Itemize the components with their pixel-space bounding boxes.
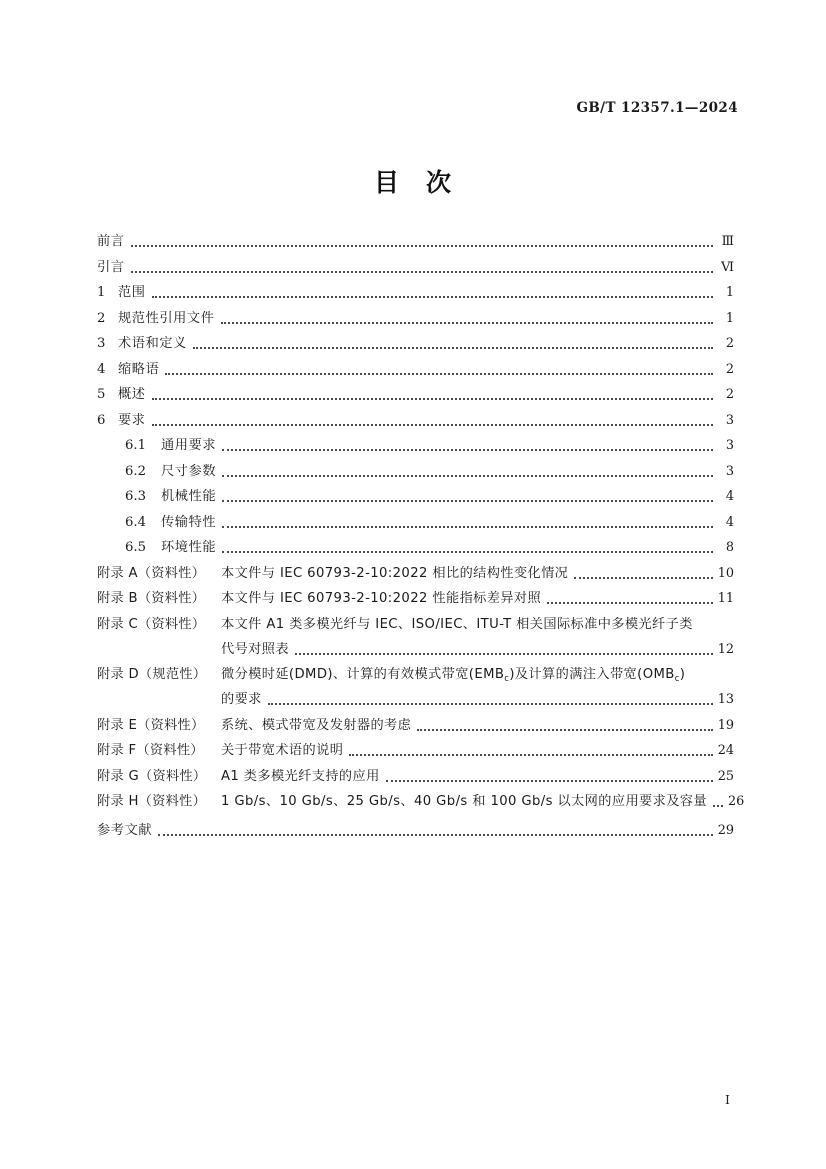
- toc-page-number: 24: [717, 743, 734, 758]
- toc-entry-clause-3[interactable]: [97, 336, 734, 352]
- toc-page-number: 4: [725, 489, 734, 504]
- toc-label: 术语和定义: [118, 336, 187, 351]
- annex-d-part3: ): [679, 667, 686, 682]
- toc-clause-number: 2: [97, 310, 106, 326]
- omb-subscript: c: [674, 672, 680, 683]
- toc-clause-number: 5: [97, 387, 106, 402]
- toc-entry-subclause-6-5[interactable]: [97, 540, 734, 556]
- annex-d-part1: 微分模时延(DMD)、计算的有效模式带宽(EMB: [221, 667, 505, 682]
- toc-clause-number: 6: [97, 412, 106, 428]
- emb-subscript: c: [504, 672, 510, 683]
- toc-entry-foreword[interactable]: [97, 234, 734, 250]
- toc-label: 缩略语: [118, 361, 160, 377]
- dot-leader: [152, 394, 713, 400]
- folio-page-number: Ⅰ: [725, 1092, 730, 1107]
- standard-code: GB/T 12357.1—2024: [576, 100, 738, 116]
- dot-leader: [386, 776, 713, 782]
- toc-entry-clause-1[interactable]: [97, 285, 734, 301]
- toc-entry-annex-c[interactable]: [97, 617, 734, 658]
- toc-label: 环境性能: [161, 540, 217, 555]
- toc-page-number: 2: [725, 387, 734, 402]
- toc-page-number: 11: [717, 591, 734, 606]
- title-char-2: 次: [426, 168, 453, 197]
- toc-annex-title: A1 类多模光纤支持的应用: [221, 768, 380, 784]
- toc-entry-clause-6[interactable]: [97, 413, 734, 429]
- toc-page-number: 25: [717, 768, 734, 784]
- dot-leader: [268, 699, 713, 705]
- toc-page-number: Ⅲ: [721, 234, 734, 249]
- toc-annex-key: 附录 A（资料性）: [97, 565, 206, 581]
- toc-label: 引言: [97, 259, 125, 275]
- toc-entry-clause-5[interactable]: [97, 387, 734, 403]
- toc-label: 机械性能: [161, 489, 217, 504]
- toc-page-number: 3: [725, 412, 734, 428]
- toc-page-number: 8: [725, 540, 734, 555]
- toc-label: 概述: [118, 387, 146, 402]
- toc-page-number: 4: [725, 514, 734, 530]
- dot-leader: [152, 420, 713, 426]
- toc-page-number: 2: [725, 336, 734, 351]
- title-char-1: 目: [373, 168, 400, 197]
- toc-annex-title: [221, 667, 685, 683]
- dot-leader: [574, 573, 712, 579]
- toc-label: 通用要求: [161, 438, 217, 453]
- toc-entry-annex-a[interactable]: [97, 566, 734, 582]
- toc-annex-title: 关于带宽术语的说明: [221, 743, 344, 758]
- toc-label: 要求: [118, 412, 146, 428]
- dot-leader: [131, 267, 713, 273]
- toc-entry-subclause-6-3[interactable]: [97, 489, 734, 505]
- toc-page-number: 26: [727, 794, 745, 809]
- toc-annex-title: 1 Gb/s、10 Gb/s、25 Gb/s、40 Gb/s 和 100 Gb/s 以太网的应用要求及容量: [221, 794, 707, 809]
- dot-leader: [158, 830, 713, 836]
- annex-d-part2: )及计算的满注入带宽(OMB: [509, 667, 675, 682]
- toc-entry-subclause-6-1[interactable]: [97, 438, 734, 454]
- dot-leader: [417, 725, 712, 731]
- toc-entry-subclause-6-2[interactable]: [97, 464, 734, 480]
- toc-entry-annex-e[interactable]: [97, 718, 734, 734]
- dot-leader: [222, 547, 713, 553]
- toc-subclause-number: 6.5: [125, 540, 146, 555]
- toc-entry-clause-4[interactable]: [97, 362, 734, 378]
- toc-subclause-number: 6.2: [125, 463, 146, 479]
- toc-annex-key: 附录 B（资料性）: [97, 591, 206, 606]
- dot-leader: [222, 522, 713, 528]
- toc-page-number: 1: [725, 310, 734, 326]
- dot-leader: [152, 292, 713, 298]
- toc-entry-annex-f[interactable]: [97, 743, 734, 759]
- page-title: [0, 163, 826, 199]
- dot-leader: [193, 343, 713, 349]
- toc-subclause-number: 6.1: [125, 438, 146, 453]
- toc-annex-key: 附录 H（资料性）: [97, 794, 207, 809]
- toc-annex-key: 附录 E（资料性）: [97, 717, 205, 733]
- toc-page-number: 3: [725, 463, 734, 479]
- toc-label: 传输特性: [161, 514, 217, 530]
- dot-leader: [222, 445, 713, 451]
- dot-leader: [222, 496, 713, 502]
- toc-annex-title: 本文件与 IEC 60793-2-10:2022 相比的结构性变化情况: [221, 565, 569, 581]
- dot-leader: [547, 598, 713, 604]
- toc-annex-title: 本文件 A1 类多模光纤与 IEC、ISO/IEC、ITU-T 相关国际标准中多模光纤子类: [221, 616, 693, 632]
- toc-clause-number: 3: [97, 336, 106, 351]
- standard-code-header: [576, 100, 738, 116]
- toc-entry-annex-g[interactable]: [97, 769, 734, 785]
- toc-subclause-number: 6.3: [125, 489, 146, 504]
- toc-clause-number: 4: [97, 361, 106, 377]
- toc-page-number: 2: [725, 361, 734, 377]
- toc-annex-key: 附录 G（资料性）: [97, 768, 207, 784]
- dot-leader: [131, 241, 713, 247]
- toc-annex-key: 附录 F（资料性）: [97, 743, 204, 758]
- toc-annex-title: 本文件与 IEC 60793-2-10:2022 性能指标差异对照: [221, 591, 542, 606]
- dot-leader: [295, 649, 713, 655]
- toc-page-number: Ⅵ: [721, 259, 734, 275]
- toc-entry-annex-b[interactable]: [97, 591, 734, 607]
- toc-clause-number: 1: [97, 285, 106, 300]
- toc-page-number: 3: [725, 438, 734, 453]
- toc-entry-bibliography[interactable]: [97, 823, 734, 839]
- toc-entry-annex-d[interactable]: [97, 667, 734, 708]
- toc-annex-title-line2: 代号对照表: [221, 641, 289, 657]
- toc-label: 规范性引用文件: [118, 310, 215, 326]
- toc-entry-introduction[interactable]: [97, 260, 734, 276]
- toc-subclause-number: 6.4: [125, 514, 146, 530]
- toc-annex-key: 附录 D（规范性）: [97, 667, 207, 682]
- toc-entry-subclause-6-4[interactable]: [97, 515, 734, 531]
- dot-leader: [165, 369, 713, 375]
- toc-label: 范围: [118, 285, 146, 300]
- toc-annex-title-line2: 的要求: [221, 692, 262, 707]
- toc-page-number: 29: [717, 823, 734, 838]
- dot-leader: [221, 318, 713, 324]
- toc-page-number: 12: [717, 641, 734, 657]
- toc-entry-annex-h[interactable]: [97, 794, 745, 810]
- dot-leader: [349, 750, 712, 756]
- dot-leader: [713, 801, 723, 807]
- toc-page-number: 10: [717, 565, 734, 581]
- toc-annex-title: 系统、模式带宽及发射器的考虑: [221, 717, 412, 733]
- toc-annex-key: 附录 C（资料性）: [97, 616, 206, 632]
- toc-label: 参考文献: [97, 823, 153, 838]
- toc-page-number: 13: [717, 692, 734, 707]
- dot-leader: [222, 471, 713, 477]
- toc-page-number: 19: [717, 717, 734, 733]
- toc-label: 尺寸参数: [161, 463, 217, 479]
- table-of-contents: [97, 234, 745, 849]
- toc-page-number: 1: [725, 285, 734, 300]
- toc-label: 前言: [97, 234, 125, 249]
- toc-entry-clause-2[interactable]: [97, 311, 734, 327]
